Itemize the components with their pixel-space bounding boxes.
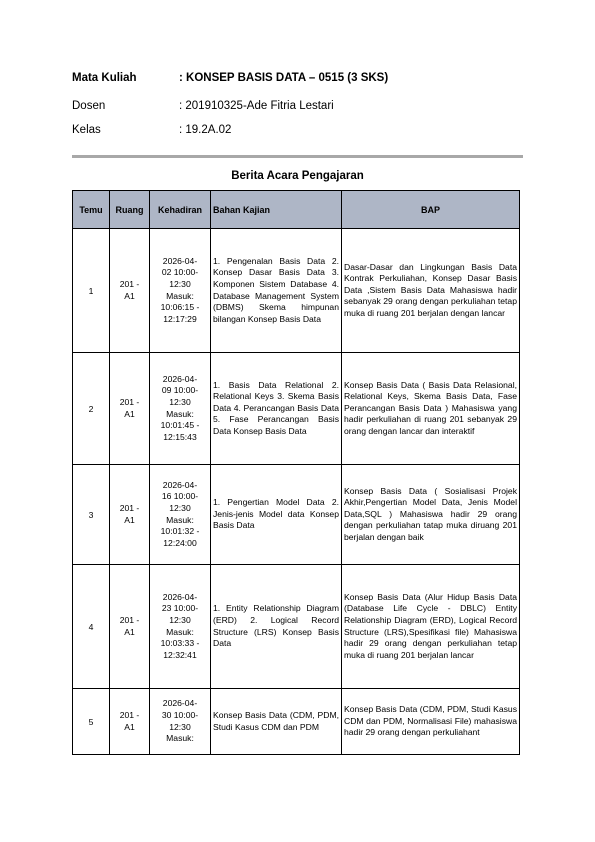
kelas-value: : 19.2A.02 bbox=[179, 124, 232, 136]
cell-bahan-kajian: Konsep Basis Data (CDM, PDM, Studi Kasus CDM dan PDM bbox=[211, 689, 342, 755]
dosen-label: Dosen bbox=[72, 100, 106, 112]
table-row bbox=[73, 229, 520, 353]
column-header-temu: Temu bbox=[73, 191, 110, 229]
cell-temu: 4 bbox=[73, 565, 110, 689]
table-row bbox=[73, 353, 520, 465]
document-title: Berita Acara Pengajaran bbox=[231, 170, 364, 182]
cell-ruang: 201 - A1 bbox=[110, 353, 150, 465]
cell-ruang: 201 - A1 bbox=[110, 689, 150, 755]
cell-kehadiran: 2026-04- 23 10:00- 12:30 Masuk: 10:03:33 - 12:32:41 bbox=[150, 565, 211, 689]
cell-bap: Dasar-Dasar dan Lingkungan Basis Data Kontrak Perkuliahan, Konsep Dasar Basis Data ,Sistem Basis Data Mahasiswa hadir sebanyak 29 orang dengan perkuliahan tetap muka di ruang 201 berjalan dengan lancar bbox=[342, 229, 520, 353]
cell-bahan-kajian: 1. Basis Data Relational 2. Relational Keys 3. Skema Basis Data 4. Perancangan Basis Data 5. Fase Perancangan Basis Data Konsep Basis Data bbox=[211, 353, 342, 465]
column-header-bap: BAP bbox=[342, 191, 520, 229]
dosen-value: : 201910325-Ade Fitria Lestari bbox=[179, 100, 334, 112]
column-header-ruang: Ruang bbox=[110, 191, 150, 229]
cell-temu: 3 bbox=[73, 465, 110, 565]
header-divider bbox=[72, 155, 523, 158]
cell-kehadiran: 2026-04- 09 10:00- 12:30 Masuk: 10:01:45 - 12:15:43 bbox=[150, 353, 211, 465]
cell-ruang: 201 - A1 bbox=[110, 229, 150, 353]
cell-temu: 2 bbox=[73, 353, 110, 465]
table-row bbox=[73, 689, 520, 755]
column-header-kehadiran: Kehadiran bbox=[150, 191, 211, 229]
table-row bbox=[73, 465, 520, 565]
cell-bap: Konsep Basis Data ( Sosialisasi Projek Akhir,Pengertian Model Data, Jenis Model Data,SQL ) Mahasiswa hadir 29 orang dengan perkuliahan tatap muka diruang 201 berjalan dengan baik bbox=[342, 465, 520, 565]
kelas-label: Kelas bbox=[72, 124, 101, 136]
table-row bbox=[73, 565, 520, 689]
table-header-row bbox=[73, 191, 520, 229]
cell-temu: 5 bbox=[73, 689, 110, 755]
mata-kuliah-label: Mata Kuliah bbox=[72, 72, 137, 84]
bap-table bbox=[72, 190, 520, 755]
column-header-bahan-kajian: Bahan Kajian bbox=[211, 191, 342, 229]
cell-kehadiran: 2026-04- 02 10:00- 12:30 Masuk: 10:06:15 - 12:17:29 bbox=[150, 229, 211, 353]
cell-kehadiran: 2026-04- 16 10:00- 12:30 Masuk: 10:01:32 - 12:24:00 bbox=[150, 465, 211, 565]
cell-bahan-kajian: 1. Pengertian Model Data 2. Jenis-jenis Model data Konsep Basis Data bbox=[211, 465, 342, 565]
mata-kuliah-value: : KONSEP BASIS DATA – 0515 (3 SKS) bbox=[179, 72, 389, 84]
cell-bap: Konsep Basis Data (CDM, PDM, Studi Kasus CDM dan PDM, Normalisasi File) mahasiswa hadir 29 orang dengan perkuliahant bbox=[342, 689, 520, 755]
cell-ruang: 201 - A1 bbox=[110, 565, 150, 689]
cell-bap: Konsep Basis Data ( Basis Data Relasional, Relational Keys, Skema Basis Data, Fase Perancangan Basis Data ) Mahasiswa yang hadir perkuliahan di ruang 201 sebanyak 29 orang dengan lancar dan interaktif bbox=[342, 353, 520, 465]
cell-bap: Konsep Basis Data (Alur Hidup Basis Data (Database Life Cycle - DBLC) Entity Relationship Diagram (ERD), Logical Record Structure (LRS),Spesifikasi file) Mahasiswa hadir 29 orang dengan perkuliahan tetap muka di ruang 201 berjalan lancar bbox=[342, 565, 520, 689]
cell-ruang: 201 - A1 bbox=[110, 465, 150, 565]
cell-temu: 1 bbox=[73, 229, 110, 353]
cell-bahan-kajian: 1. Entity Relationship Diagram (ERD) 2. Logical Record Structure (LRS) Konsep Basis Data bbox=[211, 565, 342, 689]
cell-bahan-kajian: 1. Pengenalan Basis Data 2. Konsep Dasar Basis Data 3. Komponen Sistem Database 4. Database Management System (DBMS) Skema himpunan bilangan Konsep Basis Data bbox=[211, 229, 342, 353]
cell-kehadiran: 2026-04- 30 10:00- 12:30 Masuk: bbox=[150, 689, 211, 755]
